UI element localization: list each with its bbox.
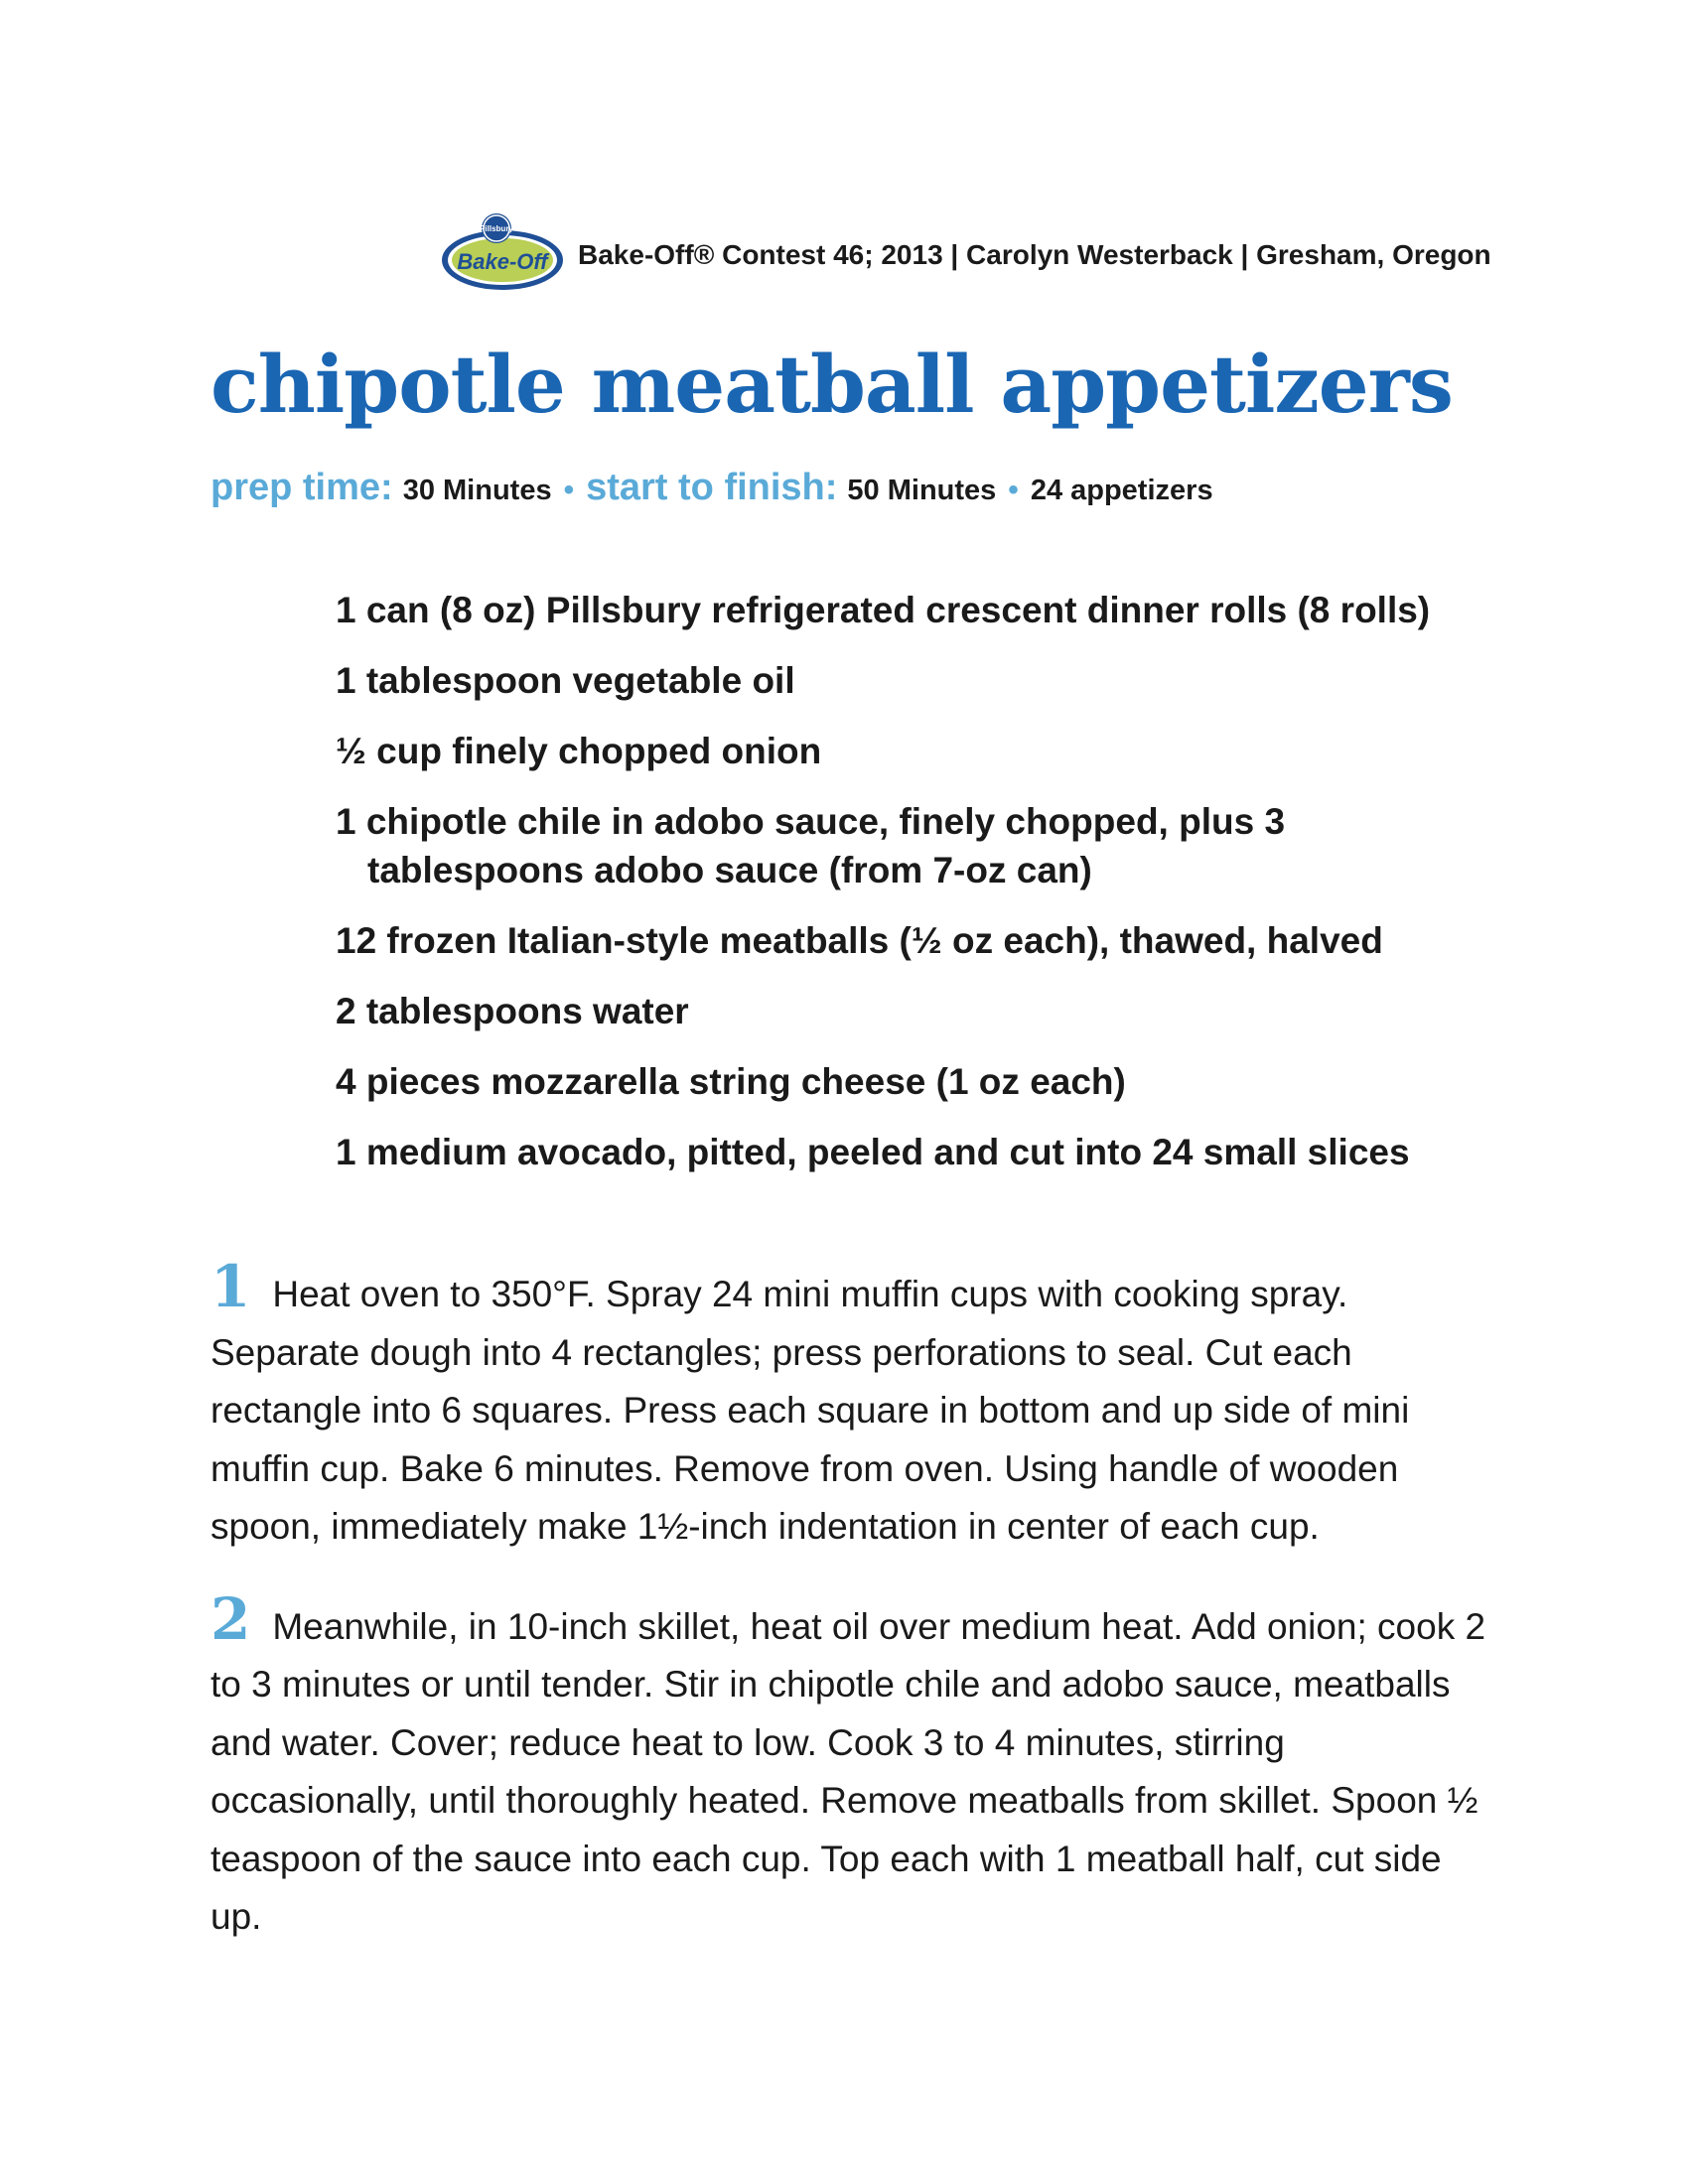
- ingredient-item: 4 pieces mozzarella string cheese (1 oz each): [336, 1061, 1126, 1102]
- ingredient-item: 1 medium avocado, pitted, peeled and cut into 24 small slices: [336, 1132, 1410, 1172]
- step-text: Heat oven to 350°F. Spray 24 mini muffin cups with cooking spray. Separate dough into 4 rectangles; press perforations to seal. Cut each rectangle into 6 squares. Press each square in bottom and up side of mini muffin cup. Bake 6 minutes. Remove from oven. Using handle of wooden spoon, immediately make 1½-inch indentation in center of each cup.: [211, 1274, 1410, 1547]
- contest-credit: Bake-Off® Contest 46; 2013 | Carolyn Westerback | Gresham, Oregon: [578, 239, 1491, 270]
- step-number: 2: [211, 1584, 251, 1653]
- recipe-header: [437, 210, 1491, 300]
- ingredient-item: 1 chipotle chile in adobo sauce, finely chopped, plus 3 tablespoons adobo sauce (from 7-oz can): [336, 801, 1286, 890]
- directions: [211, 1253, 1491, 1988]
- recipe-meta: [211, 467, 1213, 509]
- ingredient-item: 2 tablespoons water: [336, 991, 689, 1031]
- recipe-title: chipotle meatball appetizers: [211, 338, 1453, 431]
- ingredient-item: ½ cup finely chopped onion: [336, 731, 822, 771]
- yield-value: 24 appetizers: [1030, 475, 1213, 506]
- direction-step: [211, 1253, 1491, 1557]
- ingredient-item: 1 tablespoon vegetable oil: [336, 660, 795, 701]
- meta-separator: •: [563, 474, 575, 506]
- prep-time-value: 30 Minutes: [402, 475, 552, 506]
- bake-off-logo: [437, 210, 566, 300]
- prep-time-label: prep time:: [211, 467, 393, 508]
- step-text: Meanwhile, in 10-inch skillet, heat oil over medium heat. Add onion; cook 2 to 3 minutes or until tender. Stir in chipotle chile and adobo sauce, meatballs and water. Cover; reduce heat to low. Cook 3 to 4 minutes, stirring occasionally, until thoroughly heated. Remove meatballs from skillet. Spoon ½ teaspoon of the sauce into each cup. Top each with 1 meatball half, cut side up.: [211, 1605, 1486, 1937]
- ingredient-list: [336, 586, 1527, 1198]
- start-to-finish-label: start to finish:: [586, 467, 838, 508]
- logo-wordmark: Bake-Off: [457, 249, 548, 274]
- step-number: 1: [211, 1253, 251, 1320]
- ingredient-item: 12 frozen Italian-style meatballs (½ oz each), thawed, halved: [336, 920, 1383, 961]
- start-to-finish-value: 50 Minutes: [847, 475, 997, 506]
- direction-step: [211, 1584, 1491, 1947]
- meta-separator: •: [1008, 474, 1019, 506]
- logo-brand-text: Pillsbury: [480, 224, 513, 233]
- ingredient-item: 1 can (8 oz) Pillsbury refrigerated crescent dinner rolls (8 rolls): [336, 590, 1431, 630]
